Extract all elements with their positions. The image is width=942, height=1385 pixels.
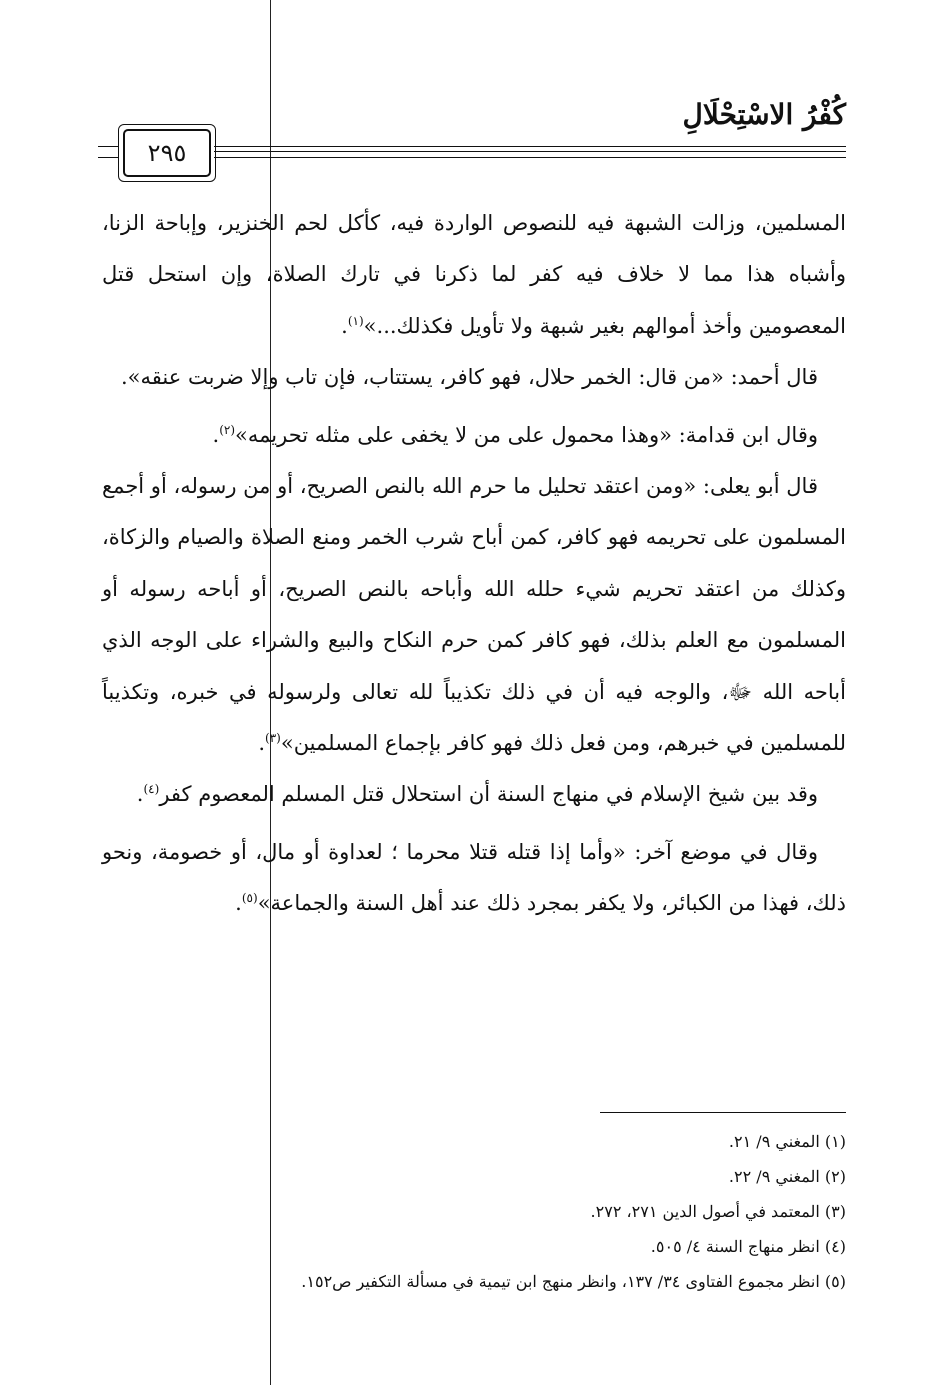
page-number-frame: [118, 124, 216, 182]
footnote-ref-3[interactable]: (٣): [265, 731, 281, 746]
paragraph-6-end: .: [235, 891, 242, 916]
paragraph-1: [102, 198, 846, 352]
paragraph-6-text: وقال في موضع آخر: «وأما إذا قتله قتلا محرما ؛ لعداوة أو مال، أو خصومة، ونحو ذلك، فهذا من الكبائر، ولا يكفر بمجرد ذلك عند أهل السنة والجماعة»: [102, 839, 846, 916]
footnote-ref-2[interactable]: (٢): [219, 422, 236, 437]
paragraph-5-end: .: [136, 782, 144, 807]
body-text: [102, 198, 846, 930]
footnote-item: (٣) المعتمد في أصول الدين ٢٧١، ٢٧٢.: [590, 1202, 846, 1221]
footnote-ref-4[interactable]: (٤): [143, 782, 160, 797]
paragraph-5-text: وقد بين شيخ الإسلام في منهاج السنة أن استحلال قتل المسلم المعصوم كفر: [159, 782, 818, 807]
paragraph-3-text: وقال ابن قدامة: «وهذا محمول على من لا يخفى على مثله تحريمه»: [235, 422, 818, 447]
paragraph-4-text: قال أبو يعلى: «ومن اعتقد تحليل ما حرم الله بالنص الصريح، أو من رسوله، أو أجمع المسلمون على تحريمه فهو كافر، كمن أباح شرب الخمر ومنع الصلاة والصيام والزكاة، وكذلك من اعتقد تحريم شيء حلله الله وأباحه بالنص الصريح، أو أباحه رسوله أو المسلمون مع العلم بذلك، فهو كافر كمن حرم النكاح والبيع والشراء على الوجه الذي أباحه الله ﷻ، والوجه فيه أن في ذلك تكذيباً لله تعالى ولرسوله في خبره، وتكذيباً للمسلمين في خبرهم، ومن فعل ذلك فهو كافر بإجماع المسلمين»: [102, 474, 846, 756]
paragraph-2: [102, 352, 846, 403]
paragraph-3-end: .: [212, 422, 220, 447]
footnote-item: (٢) المغني ٩/ ٢٢.: [728, 1167, 846, 1186]
paragraph-1-end: .: [341, 313, 348, 338]
header-rule: [214, 146, 846, 158]
paragraph-4-end: .: [258, 731, 266, 756]
footnote-ref-1[interactable]: (١): [347, 313, 364, 328]
running-title: كُفْرُ الاسْتِحْلَالِ: [682, 98, 846, 131]
paragraph-5: [102, 769, 846, 820]
page-number: ٢٩٥: [123, 129, 211, 177]
paragraph-2-text: قال أحمد: «من قال: الخمر حلال، فهو كافر، يستتاب، فإن تاب وإلا ضربت عنقه».: [121, 365, 818, 390]
footnote-item: (٥) انظر مجموع الفتاوى ٣٤/ ١٣٧، وانظر منهج ابن تيمية في مسألة التكفير ص١٥٢.: [301, 1272, 846, 1291]
paragraph-6: [102, 827, 846, 930]
paragraph-1-text: المسلمين، وزالت الشبهة فيه للنصوص الواردة فيه، كأكل لحم الخنزير، وإباحة الزنا، وأشباه هذا مما لا خلاف فيه كفر لما ذكرنا في تارك الصلاة، وإن استحل قتل المعصومين وأخذ أموالهم بغير شبهة ولا تأويل فكذلك...»: [102, 211, 846, 338]
footnote-separator: [600, 1112, 846, 1113]
footnotes: [102, 1124, 846, 1299]
footnote-item: (٤) انظر منهاج السنة ٤/ ٥٠٥.: [650, 1237, 846, 1256]
paragraph-4: [102, 461, 846, 769]
header-left-ornament: [98, 146, 118, 158]
footnote-item: (١) المغني ٩/ ٢١.: [728, 1132, 846, 1151]
footnote-ref-5[interactable]: (٥): [241, 891, 258, 906]
paragraph-3: [102, 410, 846, 461]
